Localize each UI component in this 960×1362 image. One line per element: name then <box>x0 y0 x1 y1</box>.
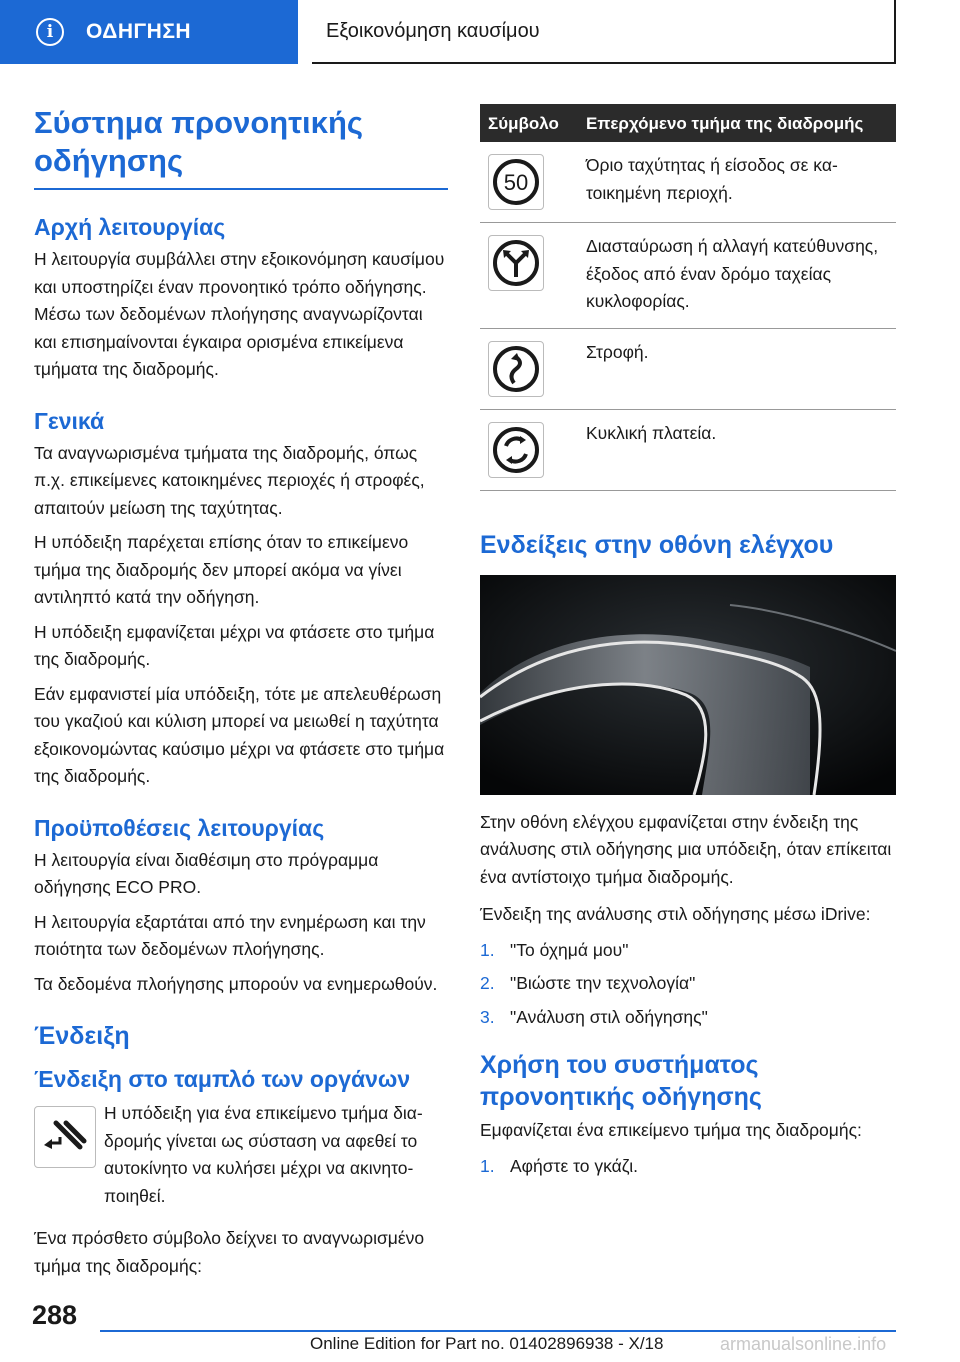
paragraph: Τα δεδομένα πλοήγησης μπορούν να ενημερωθούν. <box>34 973 438 994</box>
table-row <box>480 409 896 490</box>
paragraph: Εάν εμφανιστεί μία υπόδειξη, τότε με απελευθέρωση του γκαζιού και κύλιση μπορεί να μειωθεί η ταχύτητα εξοικονομώντας καύσιμο μέχρι να φτάσετε στο τμήμα της διαδρομής. <box>34 683 445 786</box>
symbol-table <box>480 104 896 491</box>
header-topic: Εξοικονόμηση καυσίμου <box>312 0 896 64</box>
edition-text: Online Edition for Part no. 01402896938 - X/18 <box>310 1334 664 1353</box>
paragraph: Ένα πρόσθετο σύμβολο δείχνει το αναγνωρισμένο τμήμα της διαδρομής: <box>34 1228 425 1276</box>
list-item: 3. "Ανάλυση στιλ οδήγησης" <box>480 1006 708 1027</box>
idrive-steps-list <box>480 937 896 1032</box>
page-number: 288 <box>32 1300 78 1330</box>
road-curve-illustration <box>480 575 896 795</box>
paragraph: Τα αναγνωρισμένα τμήματα της διαδρομής, όπως π.χ. επικείμενες κατοικημένες περιοχές ή στροφές, απαιτούν μείωση της ταχύτητας. <box>34 442 425 518</box>
usage-steps-list <box>480 1153 896 1181</box>
heading-requirements: Προϋποθέσεις λειτουργίας <box>34 814 325 841</box>
paragraph: Ένδειξη της ανάλυσης στιλ οδήγησης μέσω iDrive: <box>480 904 871 924</box>
footer-divider <box>100 1330 896 1332</box>
coasting-pedal-icon <box>34 1106 96 1168</box>
table-cell: Όριο ταχύτητας ή είσοδος σε κατοικημένη περιοχή. <box>578 142 896 223</box>
list-item: 1. "Το όχημά μου" <box>480 939 629 960</box>
info-icon: i <box>36 18 64 46</box>
page-title: Σύστημα προνοητικής οδήγησης <box>34 104 448 190</box>
subheading-instrument-cluster: Ένδειξη στο ταμπλό των οργάνων <box>34 1066 411 1092</box>
coasting-hint-row <box>34 1100 448 1217</box>
table-cell: Διασταύρωση ή αλλαγή κατεύθυνσης, έξοδος από έναν δρόμο ταχείας κυκλοφορίας. <box>578 223 896 329</box>
right-column <box>480 104 896 1186</box>
table-row <box>480 328 896 409</box>
list-item: 2. "Βιώστε την τεχνολογία" <box>480 973 696 993</box>
paragraph: Η υπόδειξη εμφανίζεται μέχρι να φτάσετε στο τμήμα της διαδρομής. <box>34 621 435 669</box>
table-cell: Στροφή. <box>578 328 896 409</box>
paragraph: Εμφανίζεται ένα επικείμενο τμήμα της διαδρομής: <box>480 1120 862 1140</box>
header-section-tab <box>0 0 298 64</box>
table-row <box>480 142 896 223</box>
heading-general: Γενικά <box>34 407 105 434</box>
heading-using-system: Χρήση του συστήματος προνοητικής οδήγησης <box>480 1051 762 1111</box>
watermark-text: armanualsonline.info <box>720 1334 887 1354</box>
table-row <box>480 223 896 329</box>
roundabout-icon <box>488 422 544 478</box>
paragraph: Η λειτουργία είναι διαθέσιμη στο πρόγραμμα οδήγησης ECO PRO. <box>34 849 379 897</box>
paragraph: Η λειτουργία συμβάλλει στην εξοικονόμηση καυσίμου και υποστηρίζει έναν προνοητικό τρόπο οδήγησης. Μέσω των δεδομένων πλοήγησης αναγνωρίζονται και επισημαίνονται έγκαιρα ορισμένα επικείμενα τμήματα της διαδρομής. <box>34 249 445 379</box>
curve-icon <box>488 341 544 397</box>
left-column <box>34 104 448 1287</box>
speed-limit-value: 50 <box>503 170 529 195</box>
junction-icon <box>488 235 544 291</box>
paragraph: Στην οθόνη ελέγχου εμφανίζεται στην ένδειξη της ανάλυσης στιλ οδήγησης μια υπόδειξη, όταν επίκειται ένα αντίστοιχο τμήμα διαδρομής. <box>480 811 892 887</box>
table-header-section: Επερχόμενο τμήμα της διαδρομής <box>578 104 896 142</box>
heading-principle: Αρχή λειτουργίας <box>34 214 226 240</box>
paragraph: Η λειτουργία εξαρτάται από την ενημέρωση και την ποιότητα των δεδομένων πλοήγησης. <box>34 911 426 959</box>
heading-display: Ένδειξη <box>34 1022 130 1050</box>
paragraph: Η υπόδειξη για ένα επικείμενο τμήμα διαδρομής γίνεται ως σύσταση να αφεθεί το αυτοκίνητο να κυλήσει μέχρι να ακινητοποιηθεί. <box>104 1103 423 1206</box>
paragraph: Η υπόδειξη παρέχεται επίσης όταν το επικείμενο τμήμα της διαδρομής δεν μπορεί ακόμα να γίνει αντιληπτό κατά την οδήγηση. <box>34 532 409 607</box>
section-title: ΟΔΗΓΗΣΗ <box>86 20 192 43</box>
list-item: 1. Αφήστε το γκάζι. <box>480 1155 638 1176</box>
table-cell: Κυκλική πλατεία. <box>578 409 896 490</box>
speed-limit-50-icon <box>488 154 544 210</box>
heading-control-display: Ενδείξεις στην οθόνη ελέγχου <box>480 530 834 559</box>
table-header-symbol: Σύμβολο <box>480 104 578 142</box>
